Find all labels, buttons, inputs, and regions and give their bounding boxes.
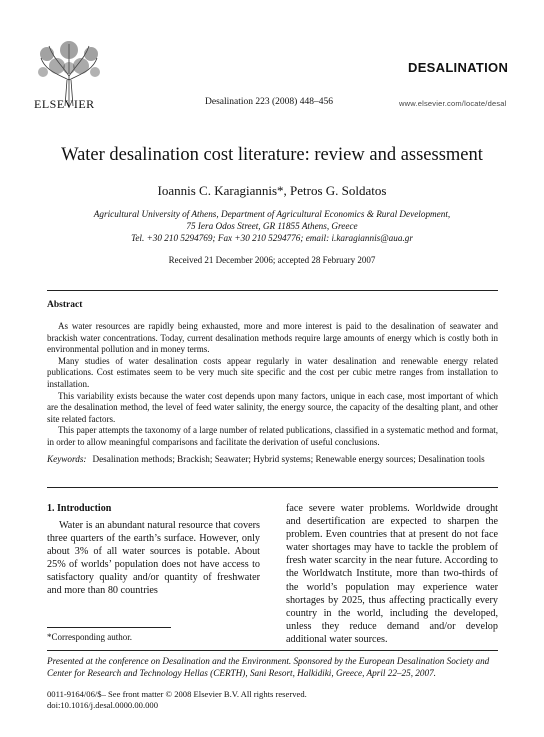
- footnote-rule: [47, 627, 171, 628]
- doi[interactable]: doi:10.1016/j.desal.0000.00.000: [47, 700, 158, 710]
- copyright: [47, 689, 307, 711]
- journal-name: DESALINATION: [408, 60, 509, 75]
- article-title: Water desalination cost literature: review and assessment: [61, 145, 483, 165]
- affiliation-line: 75 Iera Odos Street, GR 11855 Athens, Greece: [186, 221, 358, 231]
- affiliation-line: Agricultural University of Athens, Department of Agricultural Economics & Rural Development,: [93, 209, 451, 219]
- divider: [47, 290, 498, 291]
- keywords-list: Desalination methods; Brackish; Seawater; Hybrid systems; Renewable energy sources; Desalination tools: [92, 454, 485, 464]
- abstract-body: [47, 321, 498, 449]
- journal-website[interactable]: www.elsevier.com/locate/desal: [399, 99, 507, 108]
- body-column-right: [286, 502, 498, 646]
- affiliation-line: Tel. +30 210 5294769; Fax +30 210 5294776; email: i.karagiannis@aua.gr: [131, 233, 413, 243]
- body-column-left: [47, 519, 260, 598]
- divider: [47, 487, 498, 488]
- section-heading: 1. Introduction: [47, 503, 112, 514]
- body-paragraph: face severe water problems. Worldwide drought and desertification are expected to sharpen the problem. Even countries that at present do not face water shortages may have to tackle the problem of fresh water scarcity in the near future. According to the Worldwatch Institute, more than two-thirds of the world’s population may experience water shortages by 2025, thus affecting practically every country in the world, including the developed, unless they reduce demand and/or develop additional water sources.: [286, 503, 498, 645]
- authors: Ioannis C. Karagiannis*, Petros G. Soldatos: [157, 183, 387, 198]
- abstract-paragraph: As water resources are rapidly being exhausted, more and more interest is paid to the desalination of seawater and brackish water concentrations. Today, current desalination methods require large amounts of energy which is costly both in environmental pollution and in money terms.: [47, 321, 498, 355]
- publisher-name: ELSEVIER: [34, 97, 95, 111]
- keywords-label: Keywords:: [47, 454, 87, 464]
- abstract-paragraph: This variability exists because the water cost depends upon many factors, unique in each case, most important of which are the desalination method, the level of feed water salinity, the energy source, the capacity of the desalting plant, and other site related factors.: [47, 390, 498, 424]
- divider: [47, 650, 498, 651]
- keywords: [47, 453, 498, 465]
- copyright-line: 0011-9164/06/$– See front matter © 2008 Elsevier B.V. All rights reserved.: [47, 689, 307, 699]
- affiliation: [40, 208, 504, 244]
- abstract-paragraph: This paper attempts the taxonomy of a large number of related publications, classified in a systematic method and format, in order to allow meaningful comparisons and facilitate the derivation of useful conclusions.: [47, 425, 498, 447]
- footnote: *Corresponding author.: [47, 632, 132, 642]
- abstract-paragraph: Many studies of water desalination costs appear regularly in water desalination and renewable energy related publications. Cost estimates seem to be very much site specific and the cost per cubic metre ranges from installation to installation.: [47, 355, 498, 389]
- body-paragraph: Water is an abundant natural resource that covers three quarters of the earth’s surface. However, only about 3% of all water sources is potable. About 25% of worlds’ population does not have access to satisfactory quality and/or quantity of freshwater and more than 80 countries: [47, 520, 260, 597]
- citation: Desalination 223 (2008) 448–456: [205, 97, 333, 107]
- received-dates: Received 21 December 2006; accepted 28 February 2007: [168, 255, 376, 265]
- abstract-heading: Abstract: [47, 300, 83, 310]
- conference-note: Presented at the conference on Desalination and the Environment. Sponsored by the European Desalination Society and Center for Research and Technology Hellas (CERTH), Sani Resort, Halkidiki, Greece, April 22–25, 2007.: [47, 656, 490, 678]
